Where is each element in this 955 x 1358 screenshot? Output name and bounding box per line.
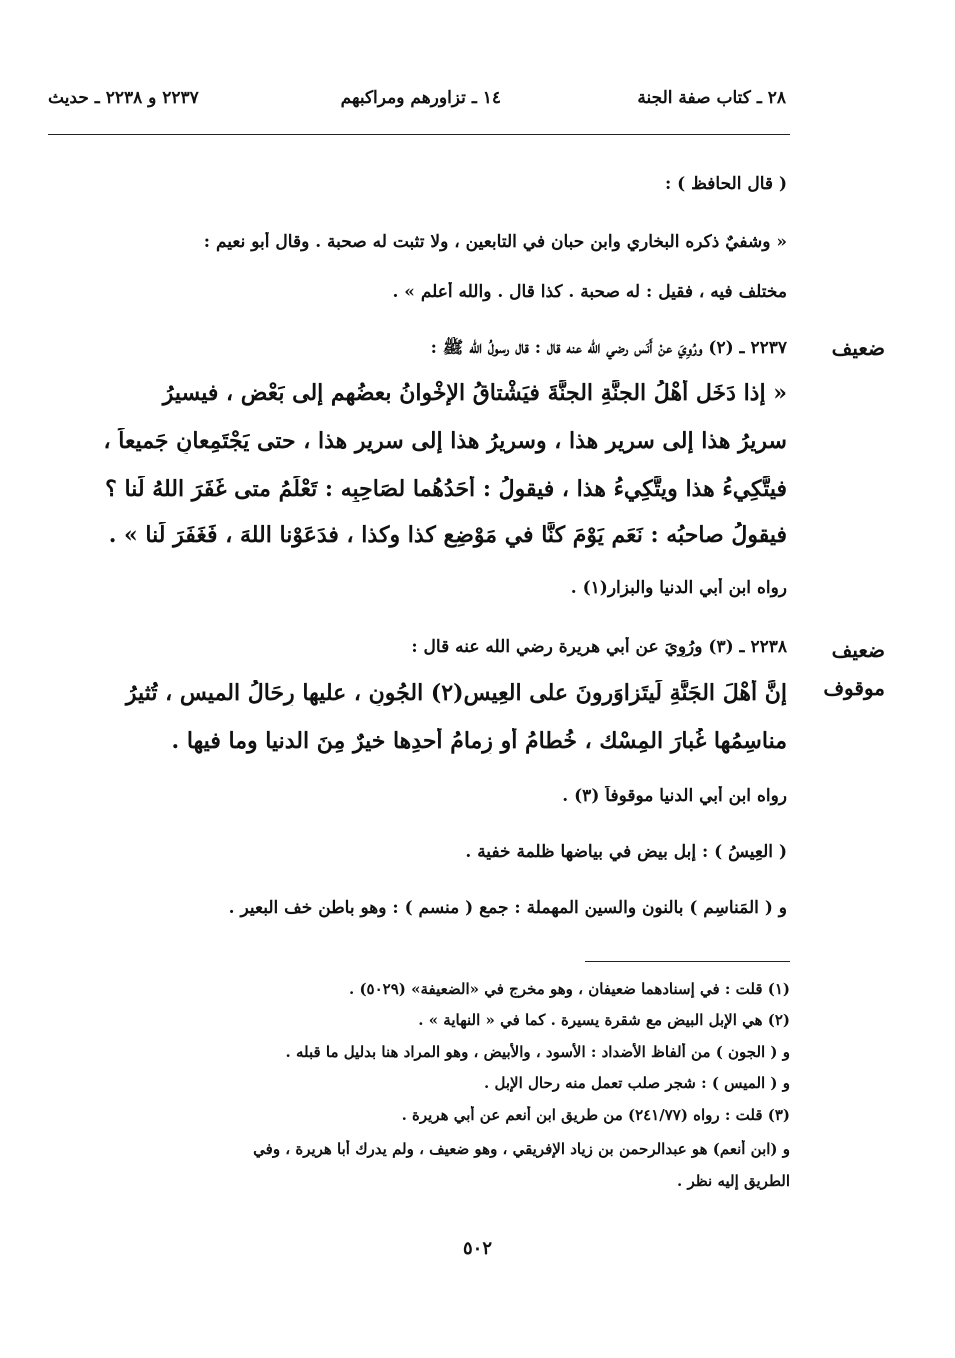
footnote-line: و ( الميس ) : شجر صلب تعمل منه رحال الإبل .	[484, 1074, 790, 1092]
gloss-line: و ( المَناسِم ) بالنون والسين المهملة : جمع ( منسم ) : وهو باطن خف البعير .	[228, 898, 787, 918]
page-number: ٥٠٢	[462, 1238, 492, 1259]
hadith-intro: ٢٢٣٨ ـ (٣) ورُوِيَ عن أبي هريرة رضي الله عنه قال :	[411, 637, 787, 657]
chapter-title: ٢٨ ـ كتاب صفة الجنة	[637, 88, 786, 108]
footnote-line: الطريق إليه نظر .	[677, 1172, 790, 1190]
hadith-text-line: إنَّ أَهْلَ الجَنَّةِ لَيتَزاوَرونَ على العِيسِ(٢) الجُونِ ، عليها رِحَالُ الميس ، تُثيرُ	[125, 680, 787, 706]
hadith-text-line: « إذا دَخَل أهْلُ الجنَّةِ الجنَّةَ فيَشْتاقُ الإخْوانُ بعضُهم إلى بَعْض ، فيسيرُ	[162, 380, 787, 406]
grade-label: ضعيف	[831, 336, 885, 360]
hadith-text-line: فيقولُ صاحبُه : نَعَم يَوْمَ كنَّا في مَوْضِع كذا وكذا ، فدَعَوْنا اللهَ ، فَغَفَرَ لَنا » .	[108, 522, 787, 548]
hadith-text-line: مناسِمُها غُبارَ المِسْك ، خُطامُ أو زِمامُ أَحدِها خيرٌ مِنَ الدنيا وما فيها .	[171, 728, 787, 754]
grade-label: ضعيف	[831, 638, 885, 662]
hadith-range: ٢٢٣٧ و ٢٢٣٨ ـ حديث	[48, 88, 199, 108]
grade-label: موقوف	[823, 676, 885, 700]
footnote-line: (٣) قلت : رواه (٢٤١/٧٧) من طريق ابن أنعم عن أبي هريرة .	[401, 1106, 790, 1124]
footnote-line: و (ابن أنعم) هو عبدالرحمن بن زياد الإفريقي ، وهو ضعيف ، ولم يدرك أبا هريرة ، وفي	[253, 1140, 790, 1158]
footnote-divider	[585, 961, 790, 962]
hadith-source: رواه ابن أبي الدنيا والبزار(١) .	[570, 578, 787, 598]
header-divider	[48, 134, 790, 135]
intro-line: « وشفيٌ ذكره البخاري وابن حبان في التابعين ، ولا تثبت له صحبة . وقال أبو نعيم :	[203, 232, 787, 252]
section-title: ١٤ ـ تزاورهم ومراكبهم	[340, 88, 501, 108]
footnote-line: (٢) هي الإبل البيض مع شقرة يسيرة . كما في « النهاية » .	[418, 1011, 790, 1029]
hadith-intro: ٢٢٣٧ ـ (٢) ورُوِيَ عنْ أَنَس رضي الله عنه قال : قال رسولُ الله ﷺ :	[430, 338, 787, 358]
running-header	[48, 88, 786, 120]
footnote-line: (١) قلت : في إسنادهما ضعيفان ، وهو مخرج في «الضعيفة» (٥٠٢٩) .	[349, 980, 790, 998]
intro-heading: ( قال الحافظ ) :	[664, 174, 787, 194]
intro-line: مختلف فيه ، فقيل : له صحبة . كذا قال . والله أعلم » .	[392, 282, 787, 302]
gloss-line: ( العِيسُ ) : إبل بيض في بياضها ظلمة خفية .	[465, 842, 787, 862]
hadith-text-line: فيتَّكِيءُ هذا ويتَّكِيءُ هذا ، فيقولُ : أحَدُهُما لصَاحِبِه : تَعْلَمُ متى غَفَرَ اللهُ لَنا ؟	[105, 476, 787, 502]
footnote-line: و ( الجون ) من ألفاظ الأضداد : الأسود ، والأبيض ، وهو المراد هنا بدليل ما قبله .	[285, 1043, 790, 1061]
hadith-source: رواه ابن أبي الدنيا موقوفاً (٣) .	[562, 786, 787, 806]
hadith-text-line: سريرُ هذا إلى سرير هذا ، وسريرُ هذا إلى سرير هذا ، حتى يَجْتَمِعانِ جَميعاً ،	[103, 428, 787, 454]
